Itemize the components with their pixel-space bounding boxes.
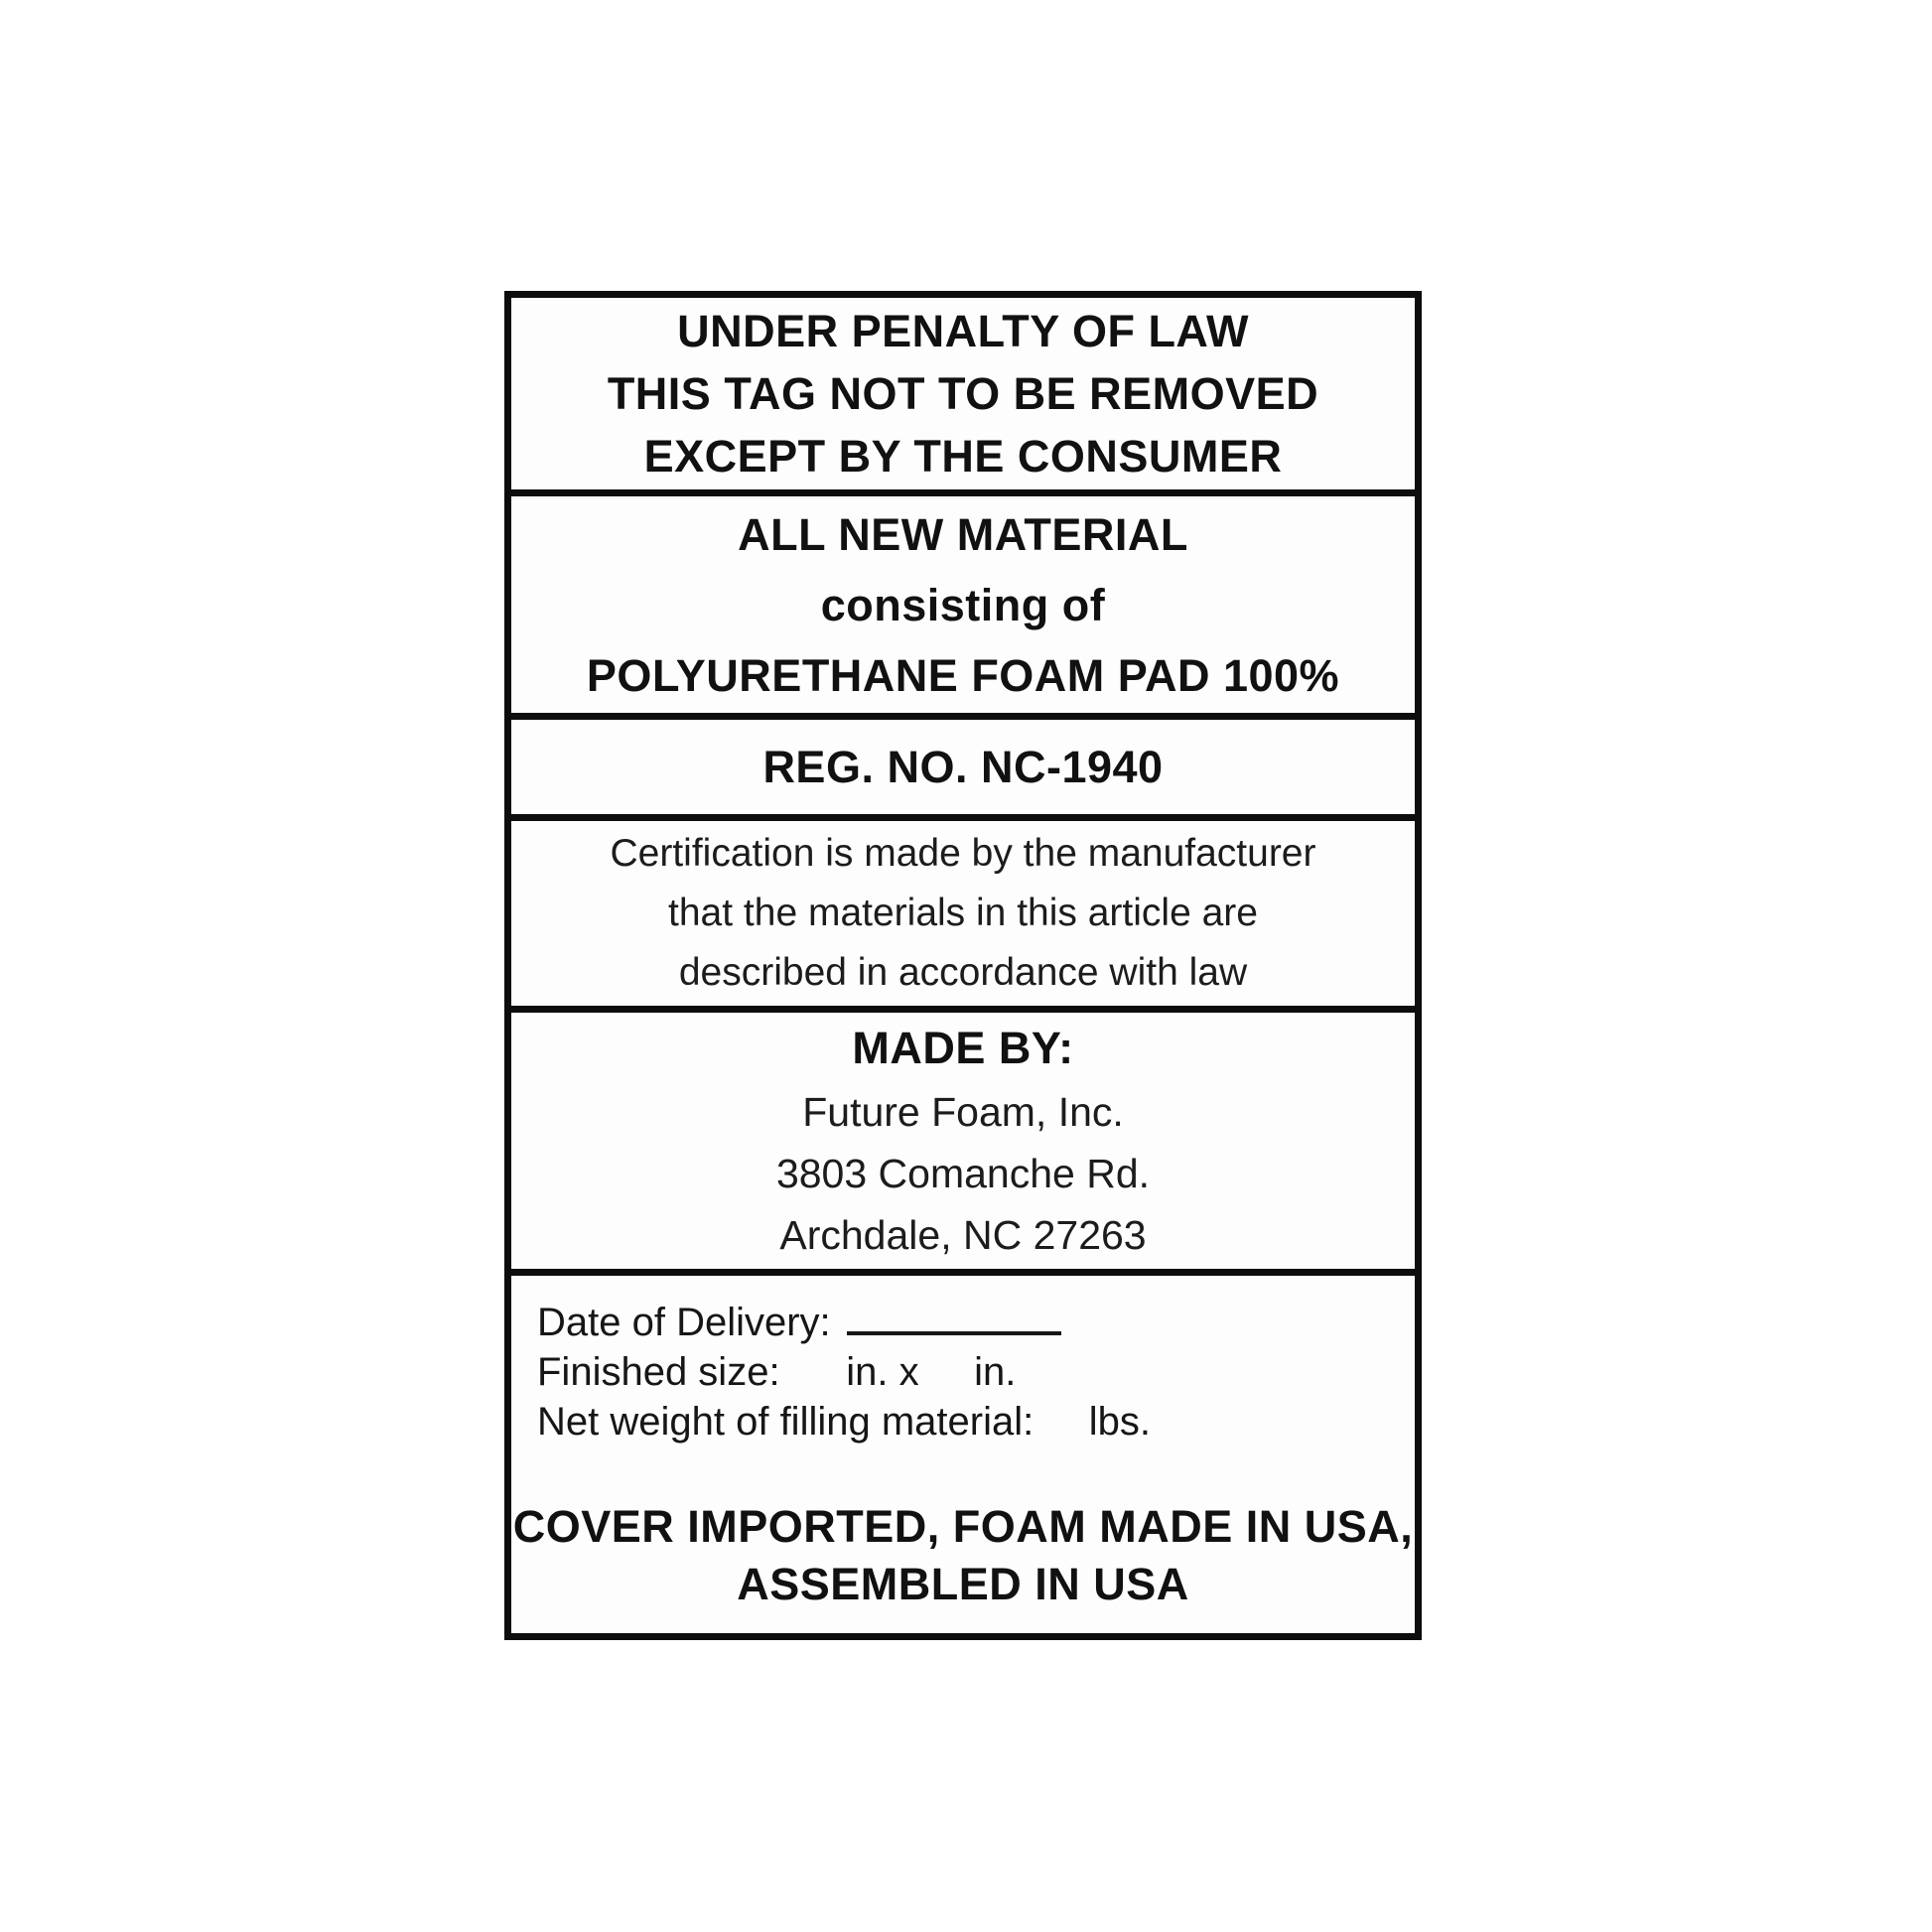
net-weight-line: Net weight of filling material: lbs. — [537, 1400, 1152, 1444]
origin-line-2: ASSEMBLED IN USA — [737, 1559, 1189, 1609]
law-label — [504, 291, 1422, 1640]
manufacturer-city: Archdale, NC 27263 — [779, 1212, 1147, 1258]
penalty-line-1: UNDER PENALTY OF LAW — [677, 306, 1249, 356]
certification-section — [511, 821, 1415, 1013]
registration-number: REG. NO. NC-1940 — [762, 741, 1164, 792]
material-line-1: ALL NEW MATERIAL — [738, 508, 1188, 560]
made-by-heading: MADE BY: — [852, 1023, 1074, 1073]
certification-line-2: that the materials in this article are — [668, 892, 1258, 934]
date-of-delivery-line — [511, 1298, 1415, 1347]
material-line-3: POLYURETHANE FOAM PAD 100% — [586, 649, 1340, 701]
origin-line-1: COVER IMPORTED, FOAM MADE IN USA, — [512, 1501, 1414, 1552]
finished-size-line: Finished size: in. x in. — [537, 1350, 1017, 1394]
penalty-line-3: EXCEPT BY THE CONSUMER — [643, 431, 1283, 482]
date-of-delivery-blank — [847, 1298, 1061, 1335]
details-section — [511, 1276, 1415, 1633]
date-of-delivery-label: Date of Delivery: — [537, 1301, 831, 1344]
certification-line-3: described in accordance with law — [678, 951, 1248, 994]
manufacturer-name: Future Foam, Inc. — [802, 1089, 1124, 1135]
penalty-section — [511, 298, 1415, 496]
penalty-line-2: THIS TAG NOT TO BE REMOVED — [607, 368, 1319, 419]
origin-statement — [511, 1498, 1415, 1613]
certification-line-1: Certification is made by the manufacturer — [610, 832, 1316, 875]
registration-section — [511, 720, 1415, 821]
manufacturer-street: 3803 Comanche Rd. — [775, 1151, 1151, 1196]
material-line-2: consisting of — [820, 579, 1106, 630]
material-section — [511, 496, 1415, 720]
made-by-section — [511, 1013, 1415, 1276]
